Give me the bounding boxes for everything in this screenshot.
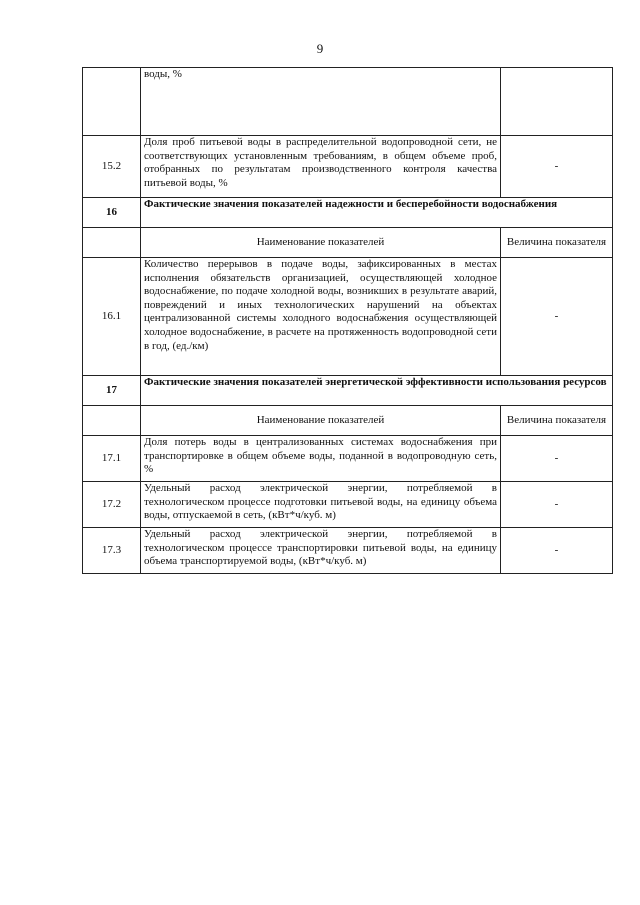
header-empty-cell [83, 228, 141, 258]
row-value-cell: - [501, 436, 613, 482]
row-value-cell [501, 68, 613, 136]
row-number-cell: 17.1 [83, 436, 141, 482]
row-number-cell: 17.2 [83, 482, 141, 528]
header-value-cell: Величина показателя [501, 228, 613, 258]
row-value-cell: - [501, 528, 613, 574]
row-text-cell: Количество перерывов в подаче воды, зафиксированных в местах исполнения обязательств организацией, осуществляющей холодное водоснабжение, по подаче холодной воды, возникших в результате аварий, повреждений и иных технологических нарушений на объектах централизованной системы холодного водоснабжения осуществляющей холодное водоснабжение, в расчете на протяженность водопроводной сети в год, (ед./км) [141, 258, 501, 376]
header-value-cell: Величина показателя [501, 406, 613, 436]
header-name-cell: Наименование показателей [141, 228, 501, 258]
table-row-16-1 [83, 258, 613, 376]
section-number: 17 [83, 376, 141, 406]
header-empty-cell [83, 406, 141, 436]
section-row-17 [83, 376, 613, 406]
row-text-cell: воды, % [141, 68, 501, 136]
header-row-17 [83, 406, 613, 436]
header-name-cell: Наименование показателей [141, 406, 501, 436]
table-row-17-3 [83, 528, 613, 574]
table-row-15-2 [83, 136, 613, 198]
section-row-16 [83, 198, 613, 228]
row-number-cell: 15.2 [83, 136, 141, 198]
row-value-cell: - [501, 136, 613, 198]
indicators-table [82, 67, 613, 574]
row-text-cell: Доля проб питьевой воды в распределительной водопроводной сети, не соответствующих установленным требованиям, в общем объеме проб, отобранных по результатам производственного контроля качества питьевой воды, % [141, 136, 501, 198]
row-number-cell: 17.3 [83, 528, 141, 574]
row-value-cell: - [501, 258, 613, 376]
section-title: Фактические значения показателей надежности и бесперебойности водоснабжения [141, 198, 613, 228]
row-number-cell [83, 68, 141, 136]
page-number: 9 [316, 41, 324, 56]
row-text-cell: Доля потерь воды в централизованных системах водоснабжения при транспортировке в общем объеме воды, поданной в водопроводную сеть, % [141, 436, 501, 482]
table-row-continuation [83, 68, 613, 136]
table-row-17-2 [83, 482, 613, 528]
section-number: 16 [83, 198, 141, 228]
table-row-17-1 [83, 436, 613, 482]
row-text-cell: Удельный расход электрической энергии, потребляемой в технологическом процессе транспортировки питьевой воды, на единицу объема транспортируемой воды, (кВт*ч/куб. м) [141, 528, 501, 574]
row-text-cell: Удельный расход электрической энергии, потребляемой в технологическом процессе подготовки питьевой воды, на единицу объема воды, отпускаемой в сеть, (кВт*ч/куб. м) [141, 482, 501, 528]
row-value-cell: - [501, 482, 613, 528]
row-number-cell: 16.1 [83, 258, 141, 376]
header-row-16 [83, 228, 613, 258]
section-title: Фактические значения показателей энергетической эффективности использования ресурсов [141, 376, 613, 406]
